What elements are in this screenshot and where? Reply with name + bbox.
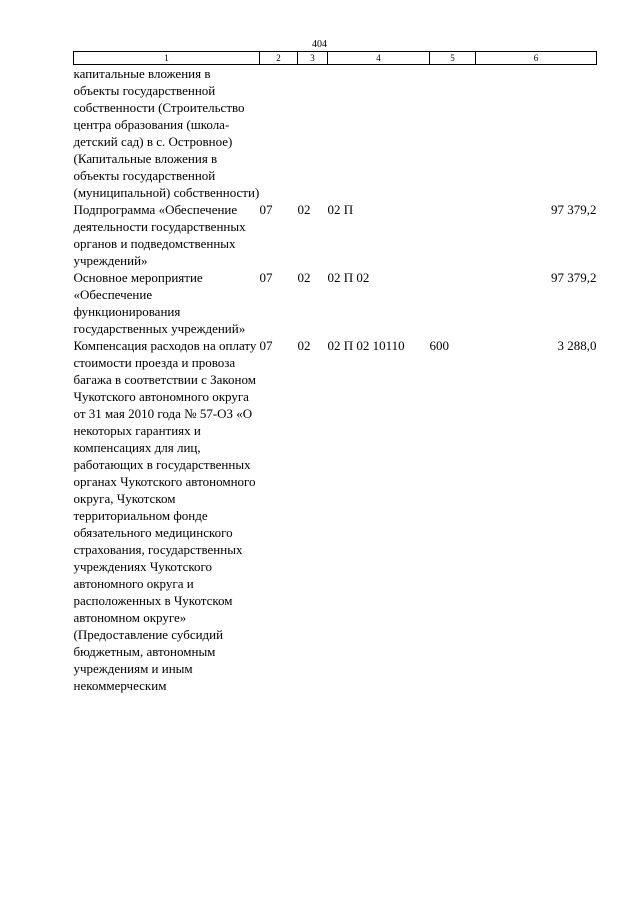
row-expense-type <box>430 201 476 269</box>
row-amount: 97 379,2 <box>551 270 597 285</box>
row-section <box>260 65 298 202</box>
row-amount: 3 288,0 <box>557 338 597 353</box>
row-subsection: 02 <box>297 202 311 217</box>
table-row <box>74 65 597 202</box>
column-header-5: 5 <box>430 52 476 65</box>
column-header-3: 3 <box>298 52 328 65</box>
row-expense-type <box>430 65 476 202</box>
page-number: 404 <box>312 39 327 50</box>
table-row <box>74 337 597 694</box>
column-header-4: 4 <box>328 52 430 65</box>
row-name: Компенсация расходов на оплату стоимости проезда и провоза багажа в соответствии с Законом Чукотского автономного округа от 31 мая 2010 года № 57-ОЗ «О некоторых гарантиях и компенсациях для лиц, работающих в государственных органах Чукотского автономного округа, Чукотском территориальном фонде обязательного медицинского страхования, государственных учреждениях Чукотского автономного округа и расположенных в Чукотском автономном округе» (Предоставление субсидий бюджетным, автономным учреждениям и иным некоммерческим <box>73 338 257 693</box>
row-subsection: 02 <box>297 338 311 353</box>
table-row <box>74 201 597 269</box>
row-name: Подпрограмма «Обеспечение деятельности государственных органов и подведомственных учреждений» <box>73 202 246 268</box>
row-section: 07 <box>259 270 273 285</box>
row-target-code <box>328 65 430 202</box>
row-amount: 97 379,2 <box>551 202 597 217</box>
row-name: Основное мероприятие «Обеспечение функционирования государственных учреждений» <box>73 270 246 336</box>
row-section: 07 <box>259 338 273 353</box>
row-expense-type: 600 <box>429 338 449 353</box>
table-header-row <box>74 52 597 65</box>
column-header-1: 1 <box>74 52 260 65</box>
row-subsection: 02 <box>297 270 311 285</box>
row-name: капитальные вложения в объекты государственной собственности (Строительство центра образования (школа-детский сад) в с. Островное) (Капитальные вложения в объекты государственной (муниципальной) собственности) <box>73 66 260 200</box>
row-expense-type <box>430 269 476 337</box>
row-target-code: 02 П 02 <box>327 270 370 285</box>
row-subsection <box>298 65 328 202</box>
table-row <box>74 269 597 337</box>
budget-table <box>73 51 597 694</box>
column-header-6: 6 <box>476 52 597 65</box>
row-section: 07 <box>259 202 273 217</box>
row-amount <box>476 65 597 202</box>
row-target-code: 02 П 02 10110 <box>327 338 405 353</box>
row-target-code: 02 П <box>327 202 354 217</box>
column-header-2: 2 <box>260 52 298 65</box>
